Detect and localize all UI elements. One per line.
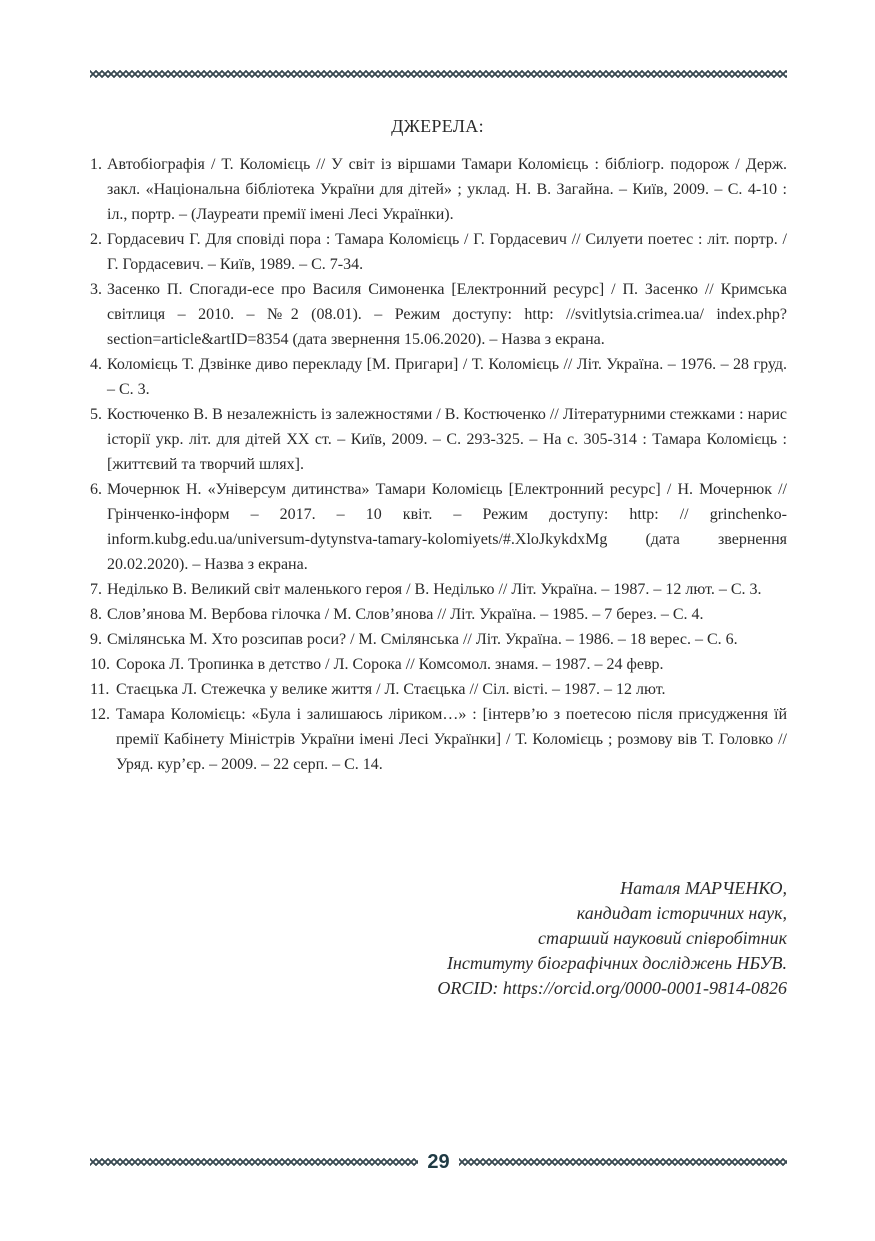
source-text: Засенко П. Спогади-есе про Василя Симоненка [Електронний ресурс] / П. Засенко // Кримська світлиця – 2010. – №2 (08.01). – Режим доступу: http: //svitlytsia.crimea.ua/ index.php?section=article&artID=8354 (дата звернення 15.06.2020). – Назва з екрана.	[107, 281, 787, 348]
source-item-4	[90, 352, 787, 402]
source-text: Тамара Коломієць: «Була і залишаюсь ліриком…» : [інтерв’ю з поетесою після присудження їй премії Кабінету Міністрів України імені Лесі Українки] / Т. Коломієць ; розмову вів Т. Головко // Уряд. кур’єр. – 2009. – 22 серп. – С. 14.	[116, 706, 787, 773]
source-number: 11.	[90, 681, 110, 698]
source-number: 7.	[90, 581, 102, 598]
sources-list	[90, 152, 787, 777]
source-number: 10.	[90, 656, 110, 673]
source-item-5	[90, 402, 787, 477]
source-text: Смілянська М. Хто розсипав роси? / М. Смілянська // Літ. Україна. – 1986. – 18 верес. – С. 6.	[107, 631, 738, 648]
source-item-9	[90, 627, 787, 652]
page-footer	[90, 1150, 787, 1174]
source-text: Гордасевич Г. Для сповіді пора : Тамара Коломієць / Г. Гордасевич // Силуети поетес : літ. портр. / Г. Гордасевич. – Київ, 1989. – С. 7-34.	[107, 231, 787, 273]
source-text: Сорока Л. Тропинка в детство / Л. Сорока // Комсомол. знамя. – 1987. – 24 февр.	[116, 656, 664, 673]
source-item-7	[90, 577, 787, 602]
author-position: старший науковий співробітник	[538, 928, 787, 948]
footer-ornament-right	[459, 1158, 787, 1166]
source-number: 6.	[90, 481, 102, 498]
page-number: 29	[427, 1151, 450, 1173]
top-ornament-divider	[90, 70, 787, 78]
source-item-11	[90, 677, 787, 702]
source-item-2	[90, 227, 787, 277]
footer-ornament-left	[90, 1158, 418, 1166]
author-orcid: ORCID: https://orcid.org/0000-0001-9814-0826	[437, 978, 787, 998]
source-text: Мочернюк Н. «Універсум дитинства» Тамари Коломієць [Електронний ресурс] / Н. Мочернюк // Грінченко-інформ – 2017. – 10 квіт. – Режим доступу: http: // grinchenko-inform.kubg.edu.ua/universum-dytynstva-tamary-kolomiyets/#.XloJkykdxMg (дата звернення 20.02.2020). – Назва з екрана.	[107, 481, 787, 573]
source-number: 12.	[90, 706, 110, 723]
author-name: Наталя МАРЧЕНКО,	[620, 878, 787, 898]
source-text: Коломієць Т. Дзвінке диво перекладу [М. Пригари] / Т. Коломієць // Літ. Україна. – 1976. – 28 груд. – С. 3.	[107, 356, 787, 398]
source-item-12	[90, 702, 787, 777]
author-signature	[287, 876, 787, 1001]
source-item-6	[90, 477, 787, 577]
source-item-8	[90, 602, 787, 627]
sources-heading: ДЖЕРЕЛА:	[391, 116, 484, 136]
source-text: Неділько В. Великий світ маленького героя / В. Неділько // Літ. Україна. – 1987. – 12 лют. – С. 3.	[107, 581, 762, 598]
source-item-1	[90, 152, 787, 227]
source-number: 5.	[90, 406, 102, 423]
source-number: 1.	[90, 156, 102, 173]
author-degree: кандидат історичних наук,	[576, 903, 787, 923]
author-institution: Інституту біографічних досліджень НБУВ.	[446, 953, 787, 973]
source-text: Стаєцька Л. Стежечка у велике життя / Л. Стаєцька // Сіл. вісті. – 1987. – 12 лют.	[116, 681, 666, 698]
source-number: 9.	[90, 631, 102, 648]
source-number: 2.	[90, 231, 102, 248]
source-number: 3.	[90, 281, 102, 298]
source-item-10	[90, 652, 787, 677]
source-number: 8.	[90, 606, 102, 623]
source-text: Автобіографія / Т. Коломієць // У світ із віршами Тамари Коломієць : бібліогр. подорож / Держ. закл. «Національна бібліотека України для дітей» ; уклад. Н. В. Загайна. – Київ, 2009. – С. 4-10 : іл., портр. – (Лауреати премії імені Лесі Українки).	[107, 156, 787, 223]
source-text: Слов’янова М. Вербова гілочка / М. Слов’янова // Літ. Україна. – 1985. – 7 берез. – С. 4.	[107, 606, 704, 623]
source-item-3	[90, 277, 787, 352]
source-number: 4.	[90, 356, 102, 373]
source-text: Костюченко В. В незалежність із залежностями / В. Костюченко // Літературними стежками : нарис історії укр. літ. для дітей XX ст. – Київ, 2009. – С. 293-325. – На с. 305-314 : Тамара Коломієць : [життєвий та творчий шлях].	[107, 406, 787, 473]
